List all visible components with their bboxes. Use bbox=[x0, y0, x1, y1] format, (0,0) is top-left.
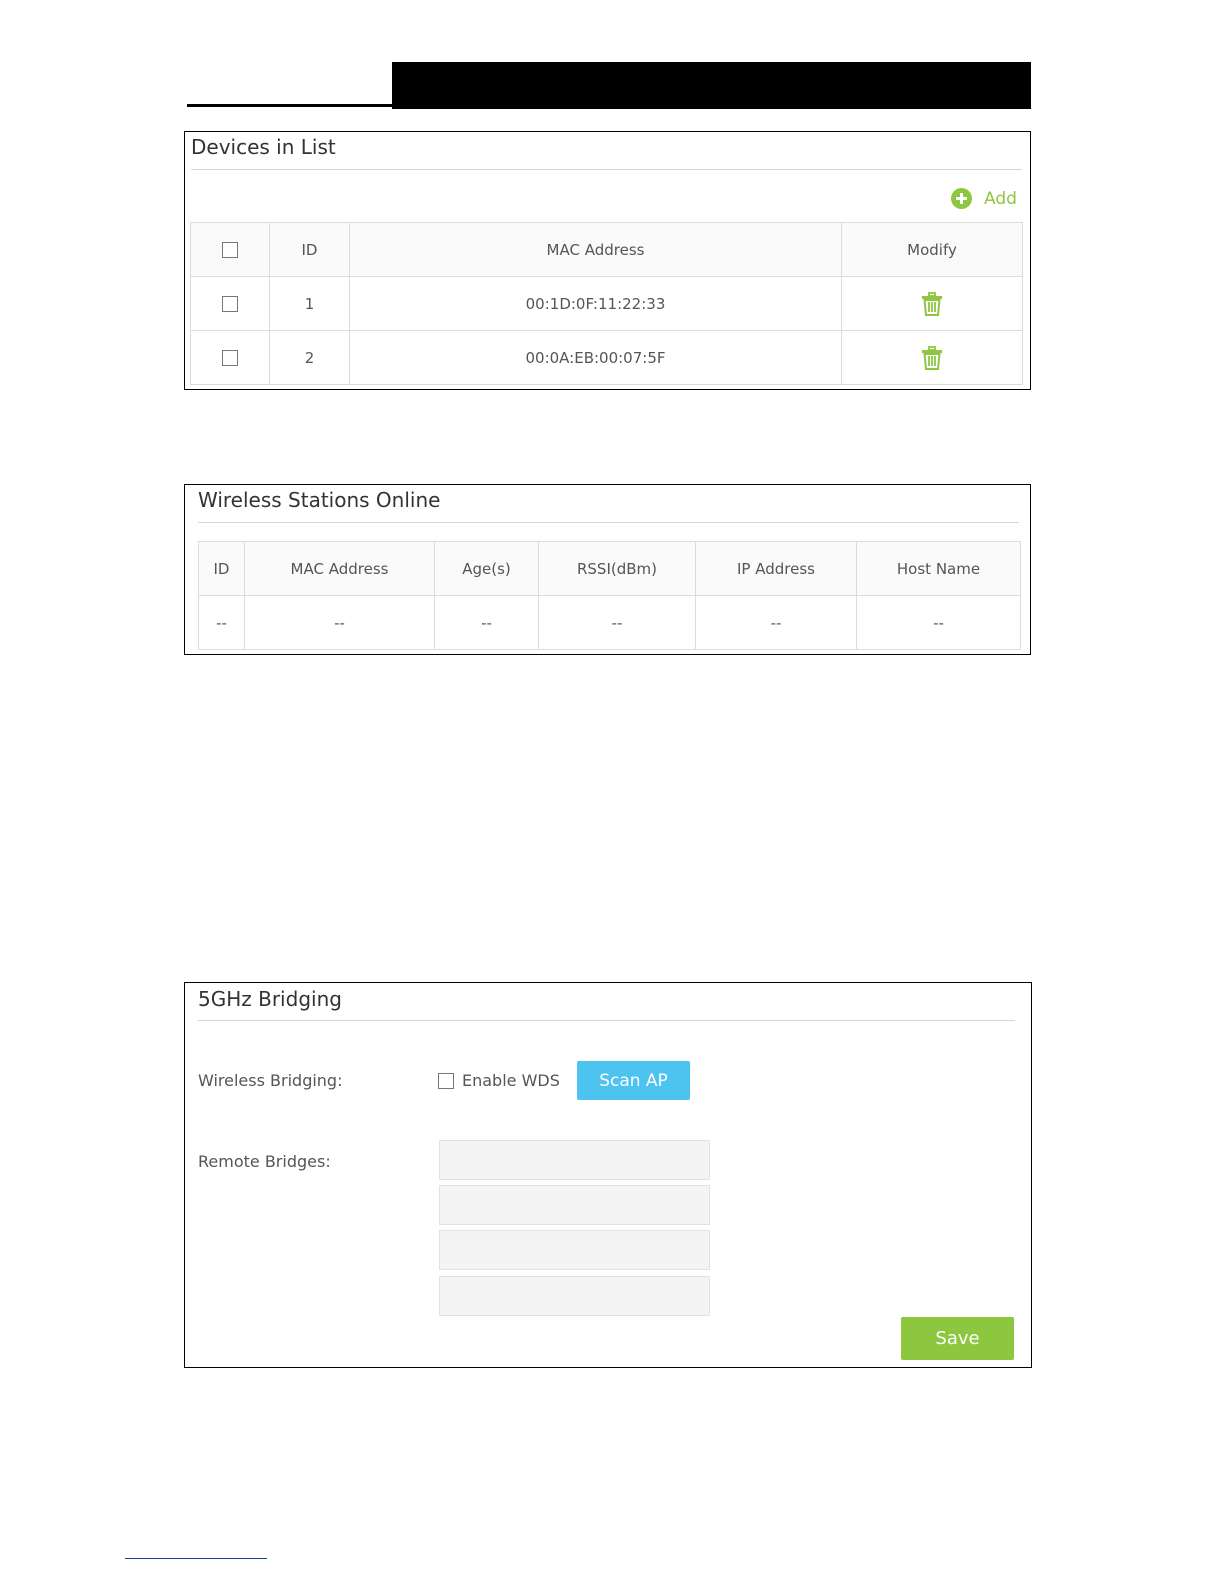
column-header-rssi: RSSI(dBm) bbox=[539, 542, 696, 596]
enable-wds-label: Enable WDS bbox=[462, 1071, 560, 1090]
header-rule bbox=[187, 104, 392, 107]
cell-mac-address: -- bbox=[245, 596, 435, 650]
devices-table bbox=[190, 222, 1023, 385]
cell-host-name: -- bbox=[857, 596, 1021, 650]
select-all-checkbox[interactable] bbox=[222, 242, 238, 258]
row-modify-cell bbox=[842, 331, 1023, 385]
cell-ip-address: -- bbox=[696, 596, 857, 650]
row-select-cell bbox=[191, 277, 270, 331]
add-button[interactable] bbox=[951, 188, 1017, 209]
column-header-mac-address: MAC Address bbox=[350, 223, 842, 277]
enable-wds-checkbox[interactable] bbox=[438, 1073, 454, 1089]
row-id: 1 bbox=[270, 277, 350, 331]
row-mac-address: 00:0A:EB:00:07:5F bbox=[350, 331, 842, 385]
add-button-label: Add bbox=[984, 188, 1017, 209]
devices-table-header bbox=[191, 223, 1023, 277]
save-button[interactable]: Save bbox=[901, 1317, 1014, 1360]
row-mac-address: 00:1D:0F:11:22:33 bbox=[350, 277, 842, 331]
table-row bbox=[191, 331, 1023, 385]
cell-id: -- bbox=[199, 596, 245, 650]
plus-circle-icon bbox=[951, 188, 972, 209]
table-row bbox=[191, 277, 1023, 331]
column-header-mac-address: MAC Address bbox=[245, 542, 435, 596]
bridging-panel-title: 5GHz Bridging bbox=[198, 987, 342, 1011]
remote-bridges-label: Remote Bridges: bbox=[198, 1152, 331, 1171]
devices-panel-title: Devices in List bbox=[191, 135, 336, 159]
enable-wds-option[interactable] bbox=[438, 1071, 560, 1090]
column-header-ip-address: IP Address bbox=[696, 542, 857, 596]
cell-rssi: -- bbox=[539, 596, 696, 650]
column-header-modify: Modify bbox=[842, 223, 1023, 277]
column-header-id: ID bbox=[199, 542, 245, 596]
row-select-cell bbox=[191, 331, 270, 385]
trash-icon[interactable] bbox=[921, 292, 943, 316]
devices-panel-divider bbox=[191, 169, 1022, 170]
row-id: 2 bbox=[270, 331, 350, 385]
bridging-panel-divider bbox=[198, 1020, 1015, 1021]
stations-table bbox=[198, 541, 1021, 650]
trash-icon[interactable] bbox=[921, 346, 943, 370]
table-row bbox=[199, 596, 1021, 650]
column-header-id: ID bbox=[270, 223, 350, 277]
header-bar bbox=[392, 62, 1031, 109]
remote-bridge-field-3 bbox=[439, 1230, 710, 1270]
cell-age: -- bbox=[435, 596, 539, 650]
column-header-age: Age(s) bbox=[435, 542, 539, 596]
row-checkbox[interactable] bbox=[222, 296, 238, 312]
remote-bridge-field-1 bbox=[439, 1140, 710, 1180]
wireless-bridging-label: Wireless Bridging: bbox=[198, 1071, 343, 1090]
stations-panel-title: Wireless Stations Online bbox=[198, 488, 441, 512]
column-header-host-name: Host Name bbox=[857, 542, 1021, 596]
stations-table-header bbox=[199, 542, 1021, 596]
select-all-cell bbox=[191, 223, 270, 277]
remote-bridge-field-4 bbox=[439, 1276, 710, 1316]
stations-panel-divider bbox=[198, 522, 1019, 523]
remote-bridge-field-2 bbox=[439, 1185, 710, 1225]
scan-ap-button[interactable]: Scan AP bbox=[577, 1061, 690, 1100]
row-checkbox[interactable] bbox=[222, 350, 238, 366]
footer-link-underline bbox=[125, 1558, 267, 1559]
row-modify-cell bbox=[842, 277, 1023, 331]
